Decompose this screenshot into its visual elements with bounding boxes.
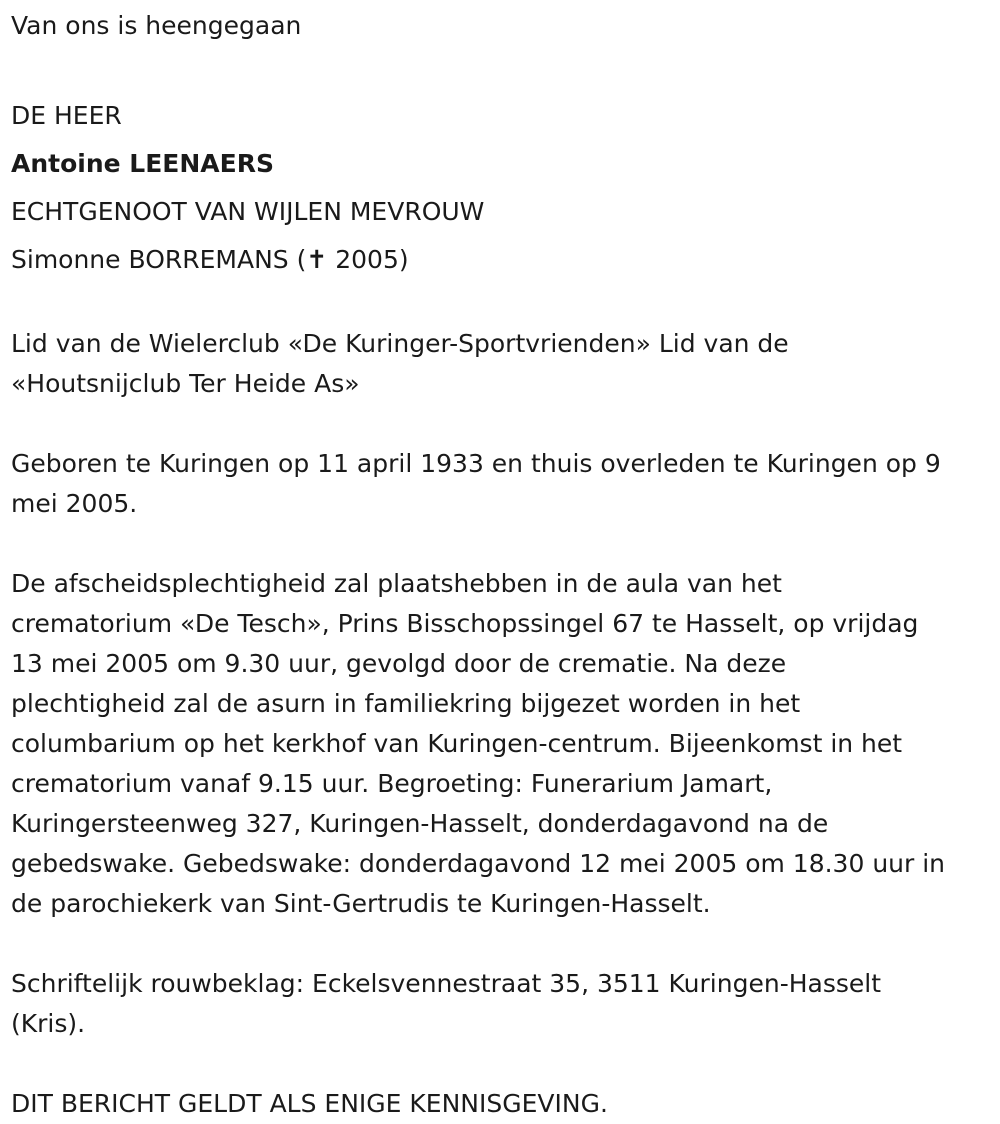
birth-death-paragraph: Geboren te Kuringen op 11 april 1933 en thuis overleden te Kuringen op 9 mei 2005. [11, 449, 941, 518]
obituary-notice [11, 0, 996, 1124]
relation-text: ECHTGENOOT VAN WIJLEN MEVROUW [11, 197, 485, 226]
condolences-paragraph: Schriftelijk rouwbeklag: Eckelsvennestraat 35, 3511 Kuringen-Hasselt (Kris). [11, 969, 882, 1038]
notice-text: DIT BERICHT GELDT ALS ENIGE KENNISGEVING. [11, 1089, 608, 1118]
deceased-name: Antoine LEENAERS [11, 149, 274, 178]
ceremony-paragraph: De afscheidsplechtigheid zal plaatshebben in de aula van het crematorium «De Tesch», Prins Bisschopssingel 67 te Hasselt, op vrijdag 13 mei 2005 om 9.30 uur, gevolgd door de crematie. Na deze plechtigheid zal de asurn in familiekring bijgezet worden in het columbarium op het kerkhof van Kuringen-centrum. Bijeenkomst in het crematorium vanaf 9.15 uur. Begroeting: Funerarium Jamart, Kuringersteenweg 327, Kuringen-Hasselt, donderdagavond na de gebedswake. Gebedswake: donderdagavond 12 mei 2005 om 18.30 uur in de parochiekerk van Sint-Gertrudis te Kuringen-Hasselt. [11, 569, 946, 918]
intro-text: Van ons is heengegaan [11, 11, 302, 40]
spouse-name: Simonne BORREMANS (✝ 2005) [11, 245, 409, 274]
honorific-title: DE HEER [11, 101, 122, 130]
membership-paragraph: Lid van de Wielerclub «De Kuringer-Sportvrienden» Lid van de «Houtsnijclub Ter Heide As» [11, 329, 789, 398]
